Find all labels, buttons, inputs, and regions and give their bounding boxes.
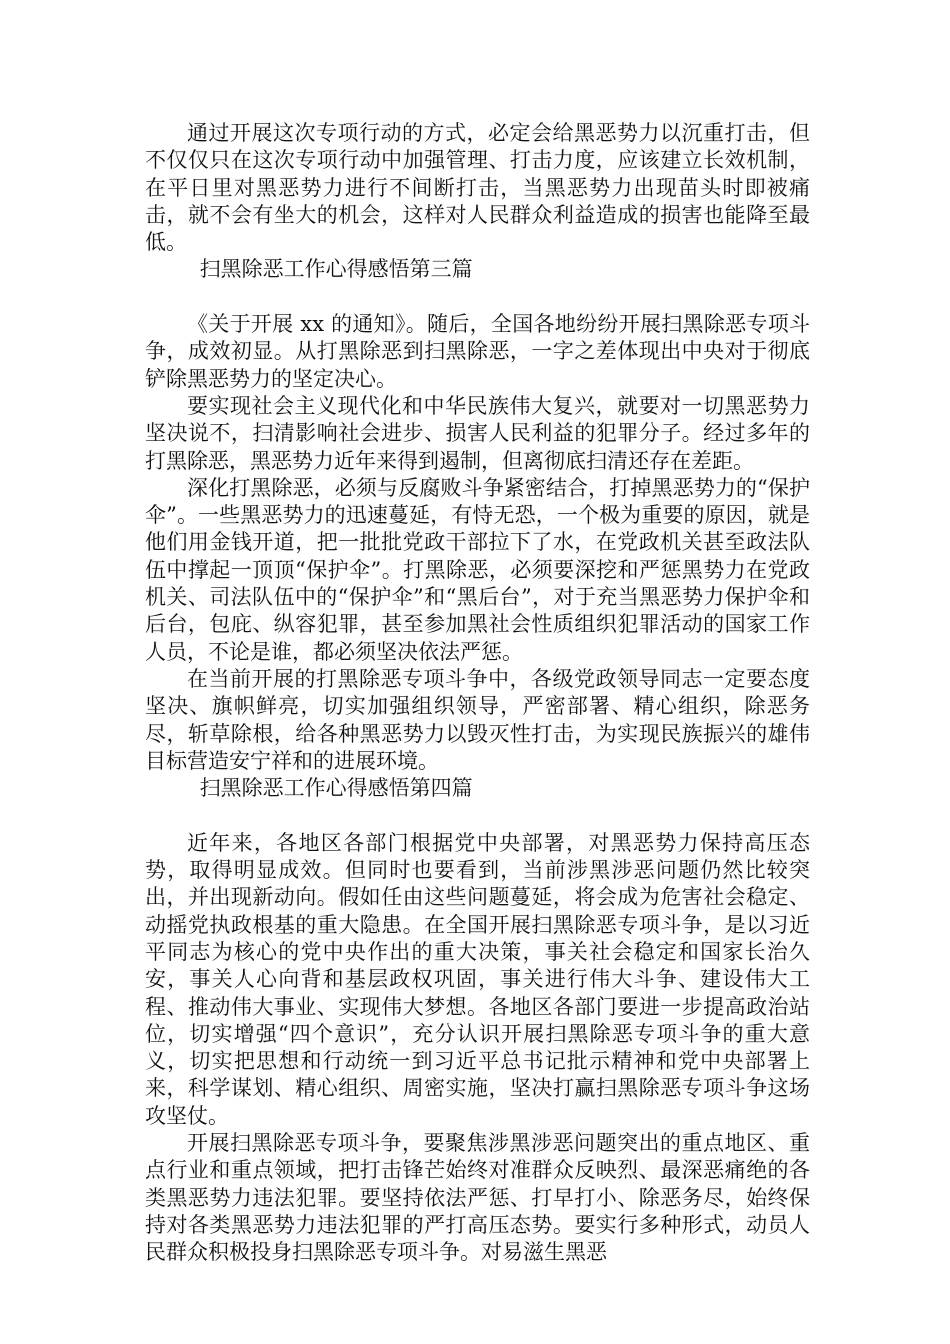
paragraph: 《关于开展 xx 的通知》。随后，全国各地纷纷开展扫黑除恶专项斗争，成效初显。从打黑除恶到扫黑除恶，一字之差体现出中央对于彻底铲除黑恶势力的坚定决心。 (145, 312, 810, 391)
paragraph: 要实现社会主义现代化和中华民族伟大复兴，就要对一切黑恶势力坚决说不，扫清影响社会进步、损害人民利益的犯罪分子。经过多年的打黑除恶，黑恶势力近年来得到遏制，但离彻底扫清还存在差距。 (145, 393, 810, 473)
paragraph: 近年来，各地区各部门根据党中央部署，对黑恶势力保持高压态势，取得明显成效。但同时也要看到，当前涉黑涉恶问题仍然比较突出，并出现新动向。假如任由这些问题蔓延，将会成为危害社会稳定、动摇党执政根基的重大隐患。在全国开展扫黑除恶专项斗争，是以习近平同志为核心的党中央作出的重大决策，事关社会稳定和国家长治久安，事关人心向背和基层政权巩固，事关进行伟大斗争、建设伟大工程、推动伟大事业、实现伟大梦想。各地区各部门要进一步提高政治站位，切实增强“四个意识”，充分认识开展扫黑除恶专项斗争的重大意义，切实把思想和行动统一到习近平总书记批示精神和党中央部署上来，科学谋划、精心组织、周密实施，坚决打赢扫黑除恶专项斗争这场攻坚仗。 (145, 830, 810, 1128)
blank-line (145, 802, 810, 829)
paragraph: 在当前开展的打黑除恶专项斗争中，各级党政领导同志一定要态度坚决、旗帜鲜亮，切实加强组织领导，严密部署、精心组织，除恶务尽，斩草除根，给各种黑恶势力以毁灭性打击，为实现民族振兴的雄伟目标营造安宁祥和的进展环境。 (145, 666, 810, 773)
paragraph: 深化打黑除恶，必须与反腐败斗争紧密结合，打掉黑恶势力的“保护伞”。一些黑恶势力的迅速蔓延，有恃无恐，一个极为重要的原因，就是他们用金钱开道，把一批批党政干部拉下了水，在党政机关甚至政法队伍中撑起一顶顶“保护伞”。打黑除恶，必须要深挖和严惩黑势力在党政机关、司法队伍中的“保护伞”和“黑后台”，对于充当黑恶势力保护伞和后台，包庇、纵容犯罪，甚至参加黑社会性质组织犯罪活动的国家工作人员，不论是谁，都必须坚决依法严惩。 (145, 475, 810, 664)
section-heading-4: 扫黑除恶工作心得感悟第四篇 (199, 776, 473, 801)
blank-line (145, 284, 810, 311)
section-heading-3: 扫黑除恶工作心得感悟第三篇 (199, 257, 473, 282)
paragraph: 通过开展这次专项行动的方式，必定会给黑恶势力以沉重打击，但不仅仅只在这次专项行动中加强管理、打击力度，应该建立长效机制，在平日里对黑恶势力进行不间断打击，当黑恶势力出现苗头时即被痛击，就不会有坐大的机会，这样对人民群众利益造成的损害也能降至最低。 (145, 121, 810, 255)
paragraph: 开展扫黑除恶专项斗争，要聚焦涉黑涉恶问题突出的重点地区、重点行业和重点领域，把打击锋芒始终对准群众反映烈、最深恶痛绝的各类黑恶势力违法犯罪。要坚持依法严惩、打早打小、除恶务尽，始终保持对各类黑恶势力违法犯罪的严打高压态势。要实行多种形式，动员人民群众积极投身扫黑除恶专项斗争。对易滋生黑恶 (145, 1130, 810, 1265)
document-page (145, 120, 810, 1266)
